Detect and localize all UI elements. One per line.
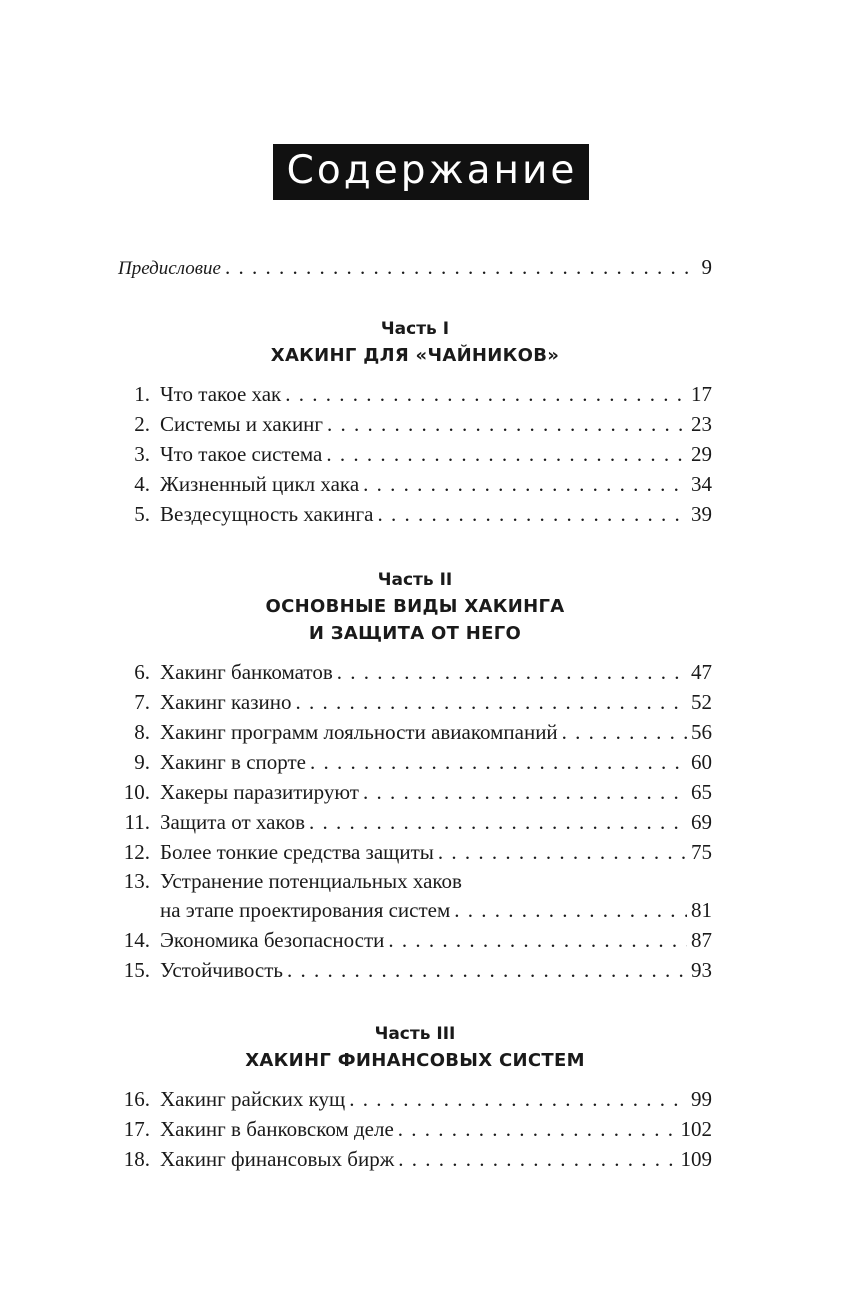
page-number: 93: [691, 958, 712, 982]
part-label: Часть III: [374, 1024, 456, 1044]
dot-leader: [562, 717, 687, 747]
entry-title: Хакинг казино: [160, 690, 292, 714]
chapter-number: 9.: [134, 750, 150, 774]
page-number: 17: [691, 382, 712, 406]
toc-entry[interactable]: [118, 499, 712, 529]
entry-title: Системы и хакинг: [160, 412, 324, 436]
page-title: Содержание: [273, 144, 590, 200]
page-number: 60: [691, 750, 712, 774]
chapter-number: 7.: [134, 690, 150, 714]
dot-leader: [438, 837, 687, 867]
chapter-number: 4.: [134, 472, 150, 496]
dot-leader: [388, 925, 687, 955]
entry-title: Предисловие: [118, 258, 221, 279]
entry-title: Хакинг банкоматов: [160, 660, 333, 684]
dot-leader: [310, 747, 687, 777]
toc-entry[interactable]: [118, 1084, 712, 1114]
toc-entry[interactable]: [118, 409, 712, 439]
chapter-number: 15.: [123, 958, 150, 982]
page-number: 75: [691, 840, 712, 864]
dot-leader: [326, 439, 687, 469]
toc-entry[interactable]: [118, 807, 712, 837]
dot-leader: [337, 657, 687, 687]
entry-title: Хакинг райских кущ: [160, 1087, 346, 1111]
entry-title: Вездесущность хакинга: [160, 502, 374, 526]
toc-entry[interactable]: [118, 657, 712, 687]
chapter-number: 6.: [134, 660, 150, 684]
chapter-number: 14.: [123, 928, 150, 952]
dot-leader: [327, 409, 687, 439]
dot-leader: [349, 1084, 687, 1114]
page-number: 56: [691, 720, 712, 744]
dot-leader: [378, 499, 688, 529]
part-name: ХАКИНГ ФИНАНСОВЫХ СИСТЕМ: [245, 1050, 585, 1071]
dot-leader: [309, 807, 687, 837]
part-name: ХАКИНГ ДЛЯ «ЧАЙНИКОВ»: [270, 345, 560, 366]
toc-entry[interactable]: [118, 1114, 712, 1144]
entry-title: Экономика безопасности: [160, 928, 385, 952]
page-number: 23: [691, 412, 712, 436]
toc-entry-preface[interactable]: [118, 252, 712, 282]
entry-title: Устранение потенциальных хаков: [160, 869, 462, 893]
entry-title: Хакинг программ лояльности авиакомпаний: [160, 720, 558, 744]
chapter-number: 2.: [134, 412, 150, 436]
entry-title-continued: на этапе проектирования систем: [160, 898, 451, 922]
dot-leader: [454, 895, 687, 925]
dot-leader: [363, 777, 687, 807]
dot-leader: [296, 687, 687, 717]
part-name-line-2: И ЗАЩИТА ОТ НЕГО: [308, 623, 522, 644]
chapter-number: 10.: [123, 780, 150, 804]
page-number: 65: [691, 780, 712, 804]
toc-entry[interactable]: [118, 469, 712, 499]
dot-leader: [398, 1144, 676, 1174]
toc-entry[interactable]: [118, 687, 712, 717]
entry-title: Хакинг в спорте: [160, 750, 306, 774]
table-of-contents: [118, 252, 712, 1174]
page-number: 52: [691, 690, 712, 714]
page-number: 47: [691, 660, 712, 684]
part-label: Часть II: [377, 570, 453, 590]
chapter-number: 11.: [124, 810, 150, 834]
chapter-number: 5.: [134, 502, 150, 526]
page-number: 34: [691, 472, 712, 496]
chapter-number: 18.: [123, 1147, 150, 1171]
part-name: ОСНОВНЫЕ ВИДЫ ХАКИНГА: [265, 596, 565, 617]
entry-title: Жизненный цикл хака: [160, 472, 360, 496]
page-number: 81: [691, 898, 712, 922]
entry-title: Более тонкие средства защиты: [160, 840, 434, 864]
entry-title: Что такое система: [160, 442, 323, 466]
part-label: Часть I: [380, 319, 450, 339]
toc-entry[interactable]: [118, 777, 712, 807]
chapter-number: 13.: [123, 869, 150, 893]
dot-leader: [225, 252, 698, 282]
toc-entry[interactable]: [118, 439, 712, 469]
dot-leader: [363, 469, 687, 499]
toc-entry[interactable]: [118, 925, 712, 955]
chapter-number: 16.: [123, 1087, 150, 1111]
toc-entry-multiline[interactable]: [118, 867, 712, 925]
toc-entry[interactable]: [118, 1144, 712, 1174]
chapter-number: 12.: [123, 840, 150, 864]
toc-entry[interactable]: [118, 837, 712, 867]
toc-entry[interactable]: [118, 379, 712, 409]
toc-entry[interactable]: [118, 717, 712, 747]
chapter-number: 3.: [134, 442, 150, 466]
entry-title: Устойчивость: [160, 958, 283, 982]
page-number: 39: [691, 502, 712, 526]
dot-leader: [398, 1114, 677, 1144]
page-number: 99: [691, 1087, 712, 1111]
page-number: 29: [691, 442, 712, 466]
chapter-number: 8.: [134, 720, 150, 744]
part-heading-3: [118, 1021, 712, 1074]
page-number: 9: [701, 255, 712, 279]
page-number: 87: [691, 928, 712, 952]
dot-leader: [285, 379, 687, 409]
title-block: [0, 144, 862, 200]
toc-entry[interactable]: [118, 955, 712, 985]
page-number: 109: [680, 1147, 712, 1171]
toc-entry[interactable]: [118, 747, 712, 777]
page-number: 102: [680, 1117, 712, 1141]
entry-title: Хакинг финансовых бирж: [160, 1147, 395, 1171]
entry-title: Что такое хак: [160, 382, 282, 406]
part-heading-2: [118, 567, 712, 647]
page-number: 69: [691, 810, 712, 834]
chapter-number: 17.: [123, 1117, 150, 1141]
entry-title: Хакеры паразитируют: [160, 780, 359, 804]
dot-leader: [287, 955, 687, 985]
entry-title: Хакинг в банковском деле: [160, 1117, 394, 1141]
entry-title: Защита от хаков: [160, 810, 306, 834]
part-heading-1: [118, 316, 712, 369]
chapter-number: 1.: [134, 382, 150, 406]
